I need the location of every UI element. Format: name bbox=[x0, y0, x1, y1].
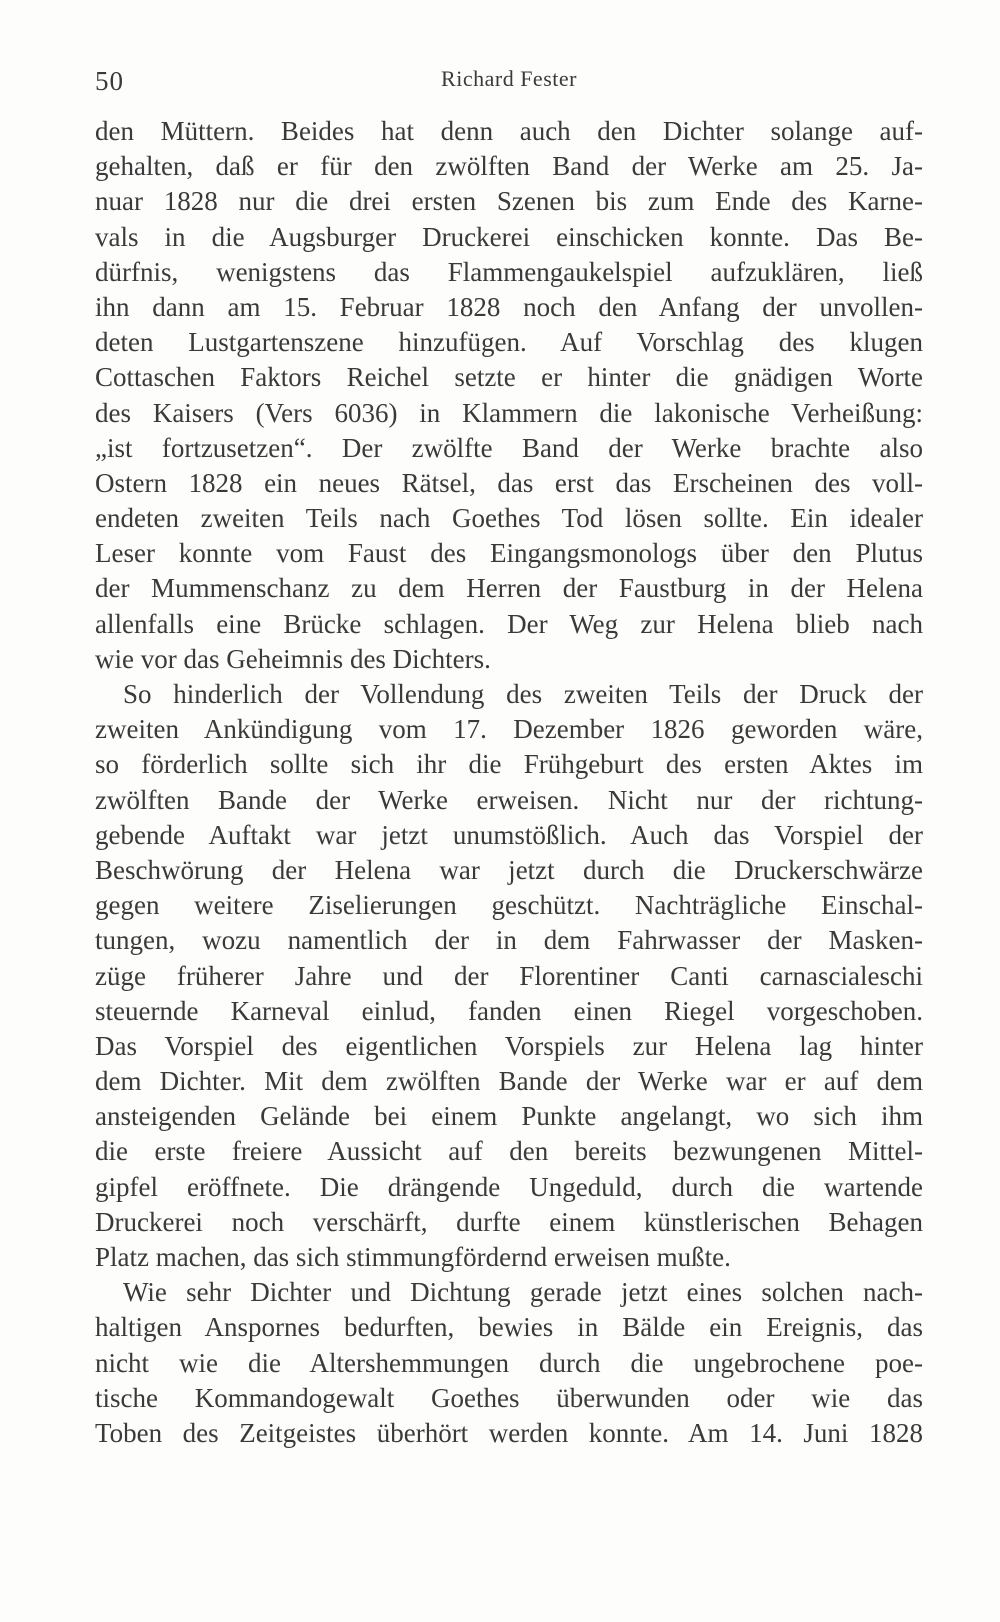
text-line: gegen weitere Ziselierungen geschützt. Nachträgliche Einschal- bbox=[95, 890, 923, 921]
text-line: haltigen Anspornes bedurften, bewies in Bälde ein Ereignis, das bbox=[95, 1312, 923, 1343]
text-line: des Kaisers (Vers 6036) in Klammern die lakonische Verheißung: bbox=[95, 397, 923, 428]
running-head-author: Richard Fester bbox=[441, 66, 577, 91]
page-number: 50 bbox=[95, 66, 124, 96]
text-line: zwölften Bande der Werke erweisen. Nicht nur der richtung- bbox=[95, 784, 923, 815]
text-line: wie vor das Geheimnis des Dichters. bbox=[95, 643, 491, 674]
text-line: So hinderlich der Vollendung des zweiten Teils der Druck der bbox=[123, 679, 923, 709]
text-line: Platz machen, das sich stimmungfördernd erweisen mußte. bbox=[95, 1242, 731, 1272]
text-line: steuernde Karneval einlud, fanden einen Riegel vorgeschoben. bbox=[95, 995, 923, 1026]
text-line: vals in die Augsburger Druckerei einschicken konnte. Das Be- bbox=[95, 221, 923, 252]
text-line: deten Lustgartenszene hinzufügen. Auf Vorschlag des klugen bbox=[95, 327, 923, 358]
text-line: Wie sehr Dichter und Dichtung gerade jetzt eines solchen nach- bbox=[123, 1277, 923, 1308]
text-line: Leser konnte vom Faust des Eingangsmonologs über den Plutus bbox=[95, 538, 923, 569]
text-line: ihn dann am 15. Februar 1828 noch den Anfang der unvollen- bbox=[95, 291, 923, 322]
text-line: die erste freiere Aussicht auf den bereits bezwungenen Mittel- bbox=[95, 1136, 923, 1167]
paragraph-2 bbox=[95, 677, 923, 1275]
text-line: „ist fortzusetzen“. Der zwölfte Band der Werke brachte also bbox=[95, 432, 923, 463]
text-line: Cottaschen Faktors Reichel setzte er hinter die gnädigen Worte bbox=[95, 362, 923, 393]
text-line: nicht wie die Altershemmungen durch die ungebrochene poe- bbox=[95, 1347, 923, 1378]
paragraph-1 bbox=[95, 114, 923, 677]
running-head bbox=[95, 62, 923, 102]
text-line: Beschwörung der Helena war jetzt durch die Druckerschwärze bbox=[95, 854, 923, 885]
text-line: tische Kommandogewalt Goethes überwunden oder wie das bbox=[95, 1382, 923, 1413]
text-line: der Mummenschanz zu dem Herren der Faustburg in der Helena bbox=[95, 573, 923, 604]
text-line: gebende Auftakt war jetzt unumstößlich. Auch das Vorspiel der bbox=[95, 819, 923, 850]
text-line: züge früherer Jahre und der Florentiner Canti carnascialeschi bbox=[95, 960, 923, 991]
text-line: zweiten Ankündigung vom 17. Dezember 1826 geworden wäre, bbox=[95, 714, 923, 745]
text-line: ansteigenden Gelände bei einem Punkte angelangt, wo sich ihm bbox=[95, 1101, 923, 1132]
text-line: endeten zweiten Teils nach Goethes Tod lösen sollte. Ein idealer bbox=[95, 503, 923, 534]
text-line: so förderlich sollte sich ihr die Frühgeburt des ersten Aktes im bbox=[95, 749, 923, 780]
text-line: Ostern 1828 ein neues Rätsel, das erst das Erscheinen des voll- bbox=[95, 467, 923, 498]
text-line: Druckerei noch verschärft, durfte einem künstlerischen Behagen bbox=[95, 1206, 923, 1237]
text-line: allenfalls eine Brücke schlagen. Der Weg zur Helena blieb nach bbox=[95, 608, 923, 639]
paragraph-3 bbox=[95, 1275, 923, 1451]
text-line: den Müttern. Beides hat denn auch den Dichter solange auf- bbox=[95, 116, 923, 146]
text-line: Das Vorspiel des eigentlichen Vorspiels zur Helena lag hinter bbox=[95, 1030, 923, 1061]
text-line: Toben des Zeitgeistes überhört werden konnte. Am 14. Juni 1828 bbox=[95, 1417, 923, 1448]
text-line: dem Dichter. Mit dem zwölften Bande der Werke war er auf dem bbox=[95, 1066, 923, 1097]
text-line: gipfel eröffnete. Die drängende Ungeduld, durch die wartende bbox=[95, 1171, 923, 1202]
text-line: gehalten, daß er für den zwölften Band der Werke am 25. Ja- bbox=[95, 151, 923, 182]
text-line: tungen, wozu namentlich der in dem Fahrwasser der Masken- bbox=[95, 925, 923, 956]
body-text bbox=[95, 114, 923, 1451]
text-line: dürfnis, wenigstens das Flammengaukelspiel aufzuklären, ließ bbox=[95, 256, 923, 287]
text-line: nuar 1828 nur die drei ersten Szenen bis zum Ende des Karne- bbox=[95, 186, 923, 217]
